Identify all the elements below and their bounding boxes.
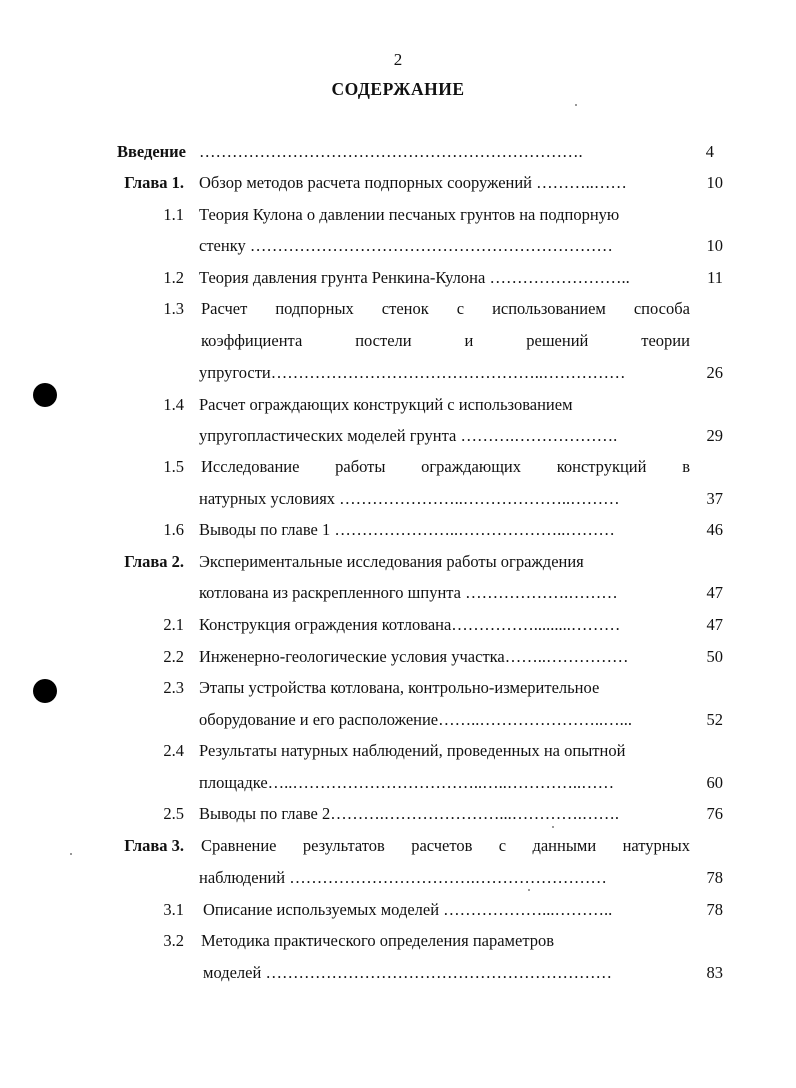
toc-page: 11: [707, 268, 723, 287]
toc-label: Глава 3.: [124, 836, 184, 855]
toc-page: 47: [706, 615, 723, 634]
toc-label: Введение: [116, 142, 186, 161]
toc-text: упругости…………………………………………..……………: [199, 363, 626, 382]
toc-label: 3.1: [163, 900, 184, 919]
toc-text: натурных условиях …………………..………………..………: [199, 489, 620, 508]
toc-word: коэффициента: [201, 331, 303, 350]
toc-leader: …………………………………………………………….: [199, 142, 583, 161]
toc-text-justified: [201, 455, 690, 479]
toc-entry-intro: [0, 140, 796, 164]
toc-word: Сравнение: [201, 836, 277, 855]
toc-text: Этапы устройства котлована, контрольно-измерительное: [199, 678, 600, 697]
toc-word: и: [464, 331, 474, 350]
toc-entry-2-3-cont: [0, 708, 796, 732]
toc-label: 1.2: [163, 268, 184, 287]
toc-text: Расчет ограждающих конструкций с использованием: [199, 395, 573, 414]
toc-word: результатов: [302, 836, 385, 855]
toc-page: 26: [706, 363, 723, 382]
toc-page: 10: [706, 236, 723, 255]
toc-word: теории: [641, 331, 690, 350]
toc-entry-3-2-cont: [0, 961, 796, 985]
toc-entry-chapter-2: [0, 550, 796, 574]
page-number: 2: [393, 50, 403, 69]
toc-label: Глава 2.: [124, 552, 184, 571]
toc-page: 29: [706, 426, 723, 445]
toc-text: стенку …………………………………………………………: [199, 236, 613, 255]
toc-entry-1-4-cont: [0, 424, 796, 448]
toc-page: 50: [706, 647, 723, 666]
scan-speck: [528, 889, 530, 891]
toc-word: работы: [335, 457, 386, 476]
toc-text: Результаты натурных наблюдений, проведенных на опытной: [199, 741, 626, 760]
toc-word: подпорных: [275, 299, 354, 318]
toc-text: Выводы по главе 2……….…………………...………….…….: [199, 804, 619, 823]
toc-text: Методика практического определения параметров: [201, 931, 555, 950]
toc-label: 1.3: [163, 299, 184, 318]
toc-entry-1-4: [0, 393, 796, 417]
toc-text: Теория Кулона о давлении песчаных грунтов на подпорную: [199, 205, 620, 224]
toc-page: 83: [706, 963, 723, 982]
toc-label: Глава 1.: [124, 173, 184, 192]
toc-word: расчетов: [411, 836, 473, 855]
toc-text: Инженерно-геологические условия участка……..……………: [199, 647, 629, 666]
toc-word: стенок: [381, 299, 429, 318]
toc-label: 2.1: [163, 615, 184, 634]
toc-word: конструкций: [556, 457, 647, 476]
toc-entry-2-2: [0, 645, 796, 669]
toc-page: 78: [706, 900, 723, 919]
toc-entry-1-3-cont: [0, 329, 796, 353]
toc-text: Конструкция ограждения котлована…………….........………: [199, 615, 621, 634]
toc-entry-2-3: [0, 676, 796, 700]
toc-word: Исследование: [201, 457, 300, 476]
toc-entry-1-5: [0, 455, 796, 479]
toc-label: 3.2: [163, 931, 184, 950]
scan-speck: [575, 104, 577, 106]
toc-text: площадке…..……………………………..…..…………..……: [199, 773, 615, 792]
toc-text: моделей ………………………………………………………: [203, 963, 612, 982]
toc-label: 1.1: [163, 205, 184, 224]
toc-page: 78: [706, 868, 723, 887]
punch-hole: [33, 679, 57, 703]
toc-entry-2-4: [0, 739, 796, 763]
toc-page: 4: [705, 142, 714, 161]
toc-text-justified: [201, 834, 690, 858]
toc-entry-1-3: [0, 297, 796, 321]
toc-word: в: [682, 457, 690, 476]
toc-page: 47: [706, 583, 723, 602]
toc-label: 1.5: [163, 457, 184, 476]
toc-text: котлована из раскрепленного шпунта ……………….………: [199, 583, 618, 602]
toc-label: 2.2: [163, 647, 184, 666]
toc-page: 37: [706, 489, 723, 508]
toc-entry-chapter-3-cont: [0, 866, 796, 890]
toc-page: 10: [706, 173, 723, 192]
toc-word: ограждающих: [421, 457, 521, 476]
toc-word: с: [498, 836, 507, 855]
toc-word: решений: [526, 331, 589, 350]
scan-speck: [552, 826, 554, 828]
punch-hole: [33, 383, 57, 407]
toc-page: 46: [706, 520, 723, 539]
toc-text-justified: [201, 297, 690, 321]
toc-label: 2.5: [163, 804, 184, 823]
toc-label: 1.6: [163, 520, 184, 539]
toc-text: Теория давления грунта Ренкина-Кулона ……………………..: [199, 268, 630, 287]
toc-text: наблюдений …………………………….……………………: [199, 868, 607, 887]
toc-page: 76: [706, 804, 723, 823]
toc-word: данными: [532, 836, 597, 855]
toc-entry-2-1: [0, 613, 796, 637]
toc-label: 1.4: [163, 395, 184, 414]
toc-word: постели: [355, 331, 412, 350]
toc-text: упругопластических моделей грунта ……….……………….: [199, 426, 618, 445]
toc-text: Экспериментальные исследования работы ограждения: [199, 552, 584, 571]
toc-word: способа: [633, 299, 690, 318]
toc-entry-1-1: [0, 203, 796, 227]
toc-word: Расчет: [201, 299, 248, 318]
toc-entry-1-6: [0, 518, 796, 542]
toc-text: Выводы по главе 1 …………………..………………..………: [199, 520, 615, 539]
toc-page: 52: [706, 710, 723, 729]
toc-page: 60: [706, 773, 723, 792]
toc-entry-1-1-cont: [0, 234, 796, 258]
toc-entry-chapter-3: [0, 834, 796, 858]
toc-entry-chapter-2-cont: [0, 581, 796, 605]
toc-entry-2-4-cont: [0, 771, 796, 795]
toc-text: оборудование и его расположение……..…………………..…...: [199, 710, 632, 729]
toc-entry-3-2: [0, 929, 796, 953]
toc-text: Описание используемых моделей ………………...………..: [203, 900, 613, 919]
toc-label: 2.3: [163, 678, 184, 697]
toc-entry-1-5-cont: [0, 487, 796, 511]
toc-word: использованием: [492, 299, 606, 318]
toc-text: Обзор методов расчета подпорных сооружений ………..……: [199, 173, 627, 192]
toc-word: с: [456, 299, 465, 318]
scan-speck: [70, 853, 72, 855]
toc-entry-1-3-cont2: [0, 361, 796, 385]
toc-entry-chapter-1: [0, 171, 796, 195]
toc-label: 2.4: [163, 741, 184, 760]
toc-entry-3-1: [0, 898, 796, 922]
toc-entry-1-2: [0, 266, 796, 290]
page-title: СОДЕРЖАНИЕ: [331, 79, 465, 99]
toc-word: натурных: [622, 836, 690, 855]
toc-entry-2-5: [0, 802, 796, 826]
toc-text-justified: [201, 329, 690, 353]
